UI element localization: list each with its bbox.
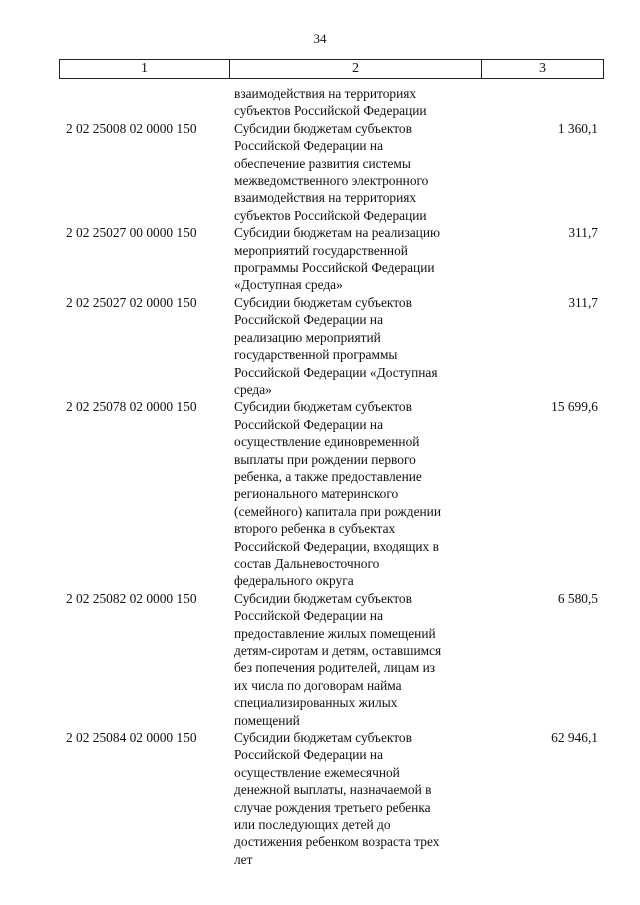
- description-cell: [230, 590, 478, 729]
- description-line: регионального материнского: [234, 486, 399, 502]
- page-number: 34: [313, 31, 327, 46]
- description-line: реализацию мероприятий: [234, 329, 381, 345]
- description-line: взаимодействия на территориях: [234, 86, 417, 101]
- description-line: предоставление жилых помещений: [234, 625, 436, 641]
- description-line: взаимодействия на территориях: [234, 190, 417, 206]
- description-line: или последующих детей до: [234, 817, 391, 833]
- description-line: Российской Федерации «Доступная: [234, 364, 438, 380]
- description-line: Субсидии бюджетам субъектов: [234, 294, 412, 310]
- table-row: [0, 120, 640, 224]
- description-cell: [230, 120, 478, 224]
- table-row: [0, 398, 640, 589]
- description-line: лет: [234, 851, 253, 867]
- header-col-3: 3: [482, 60, 604, 79]
- description-cell: [230, 398, 478, 589]
- header-col-2: 2: [230, 60, 482, 79]
- budget-code: 2 02 25008 02 0000 150: [66, 120, 197, 136]
- description-line: Субсидии бюджетам субъектов: [234, 730, 412, 746]
- description-cell: [230, 294, 478, 398]
- description-line: субъектов Российской Федерации: [234, 103, 427, 119]
- budget-code: 2 02 25027 00 0000 150: [66, 225, 197, 241]
- description-line: выплаты при рождении первого: [234, 451, 416, 467]
- description-line: случае рождения третьего ребенка: [234, 799, 431, 815]
- description-line: состав Дальневосточного: [234, 555, 380, 571]
- budget-code-cell: [0, 120, 230, 224]
- description-line: «Доступная среда»: [234, 277, 343, 293]
- description-line: мероприятий государственной: [234, 242, 408, 258]
- description-line: Субсидии бюджетам на реализацию: [234, 225, 441, 241]
- description-line: федерального округа: [234, 573, 354, 589]
- table-row-continuation: [0, 85, 640, 120]
- table-row: [0, 224, 640, 294]
- description-line: Российской Федерации на: [234, 608, 384, 624]
- budget-code: 2 02 25082 02 0000 150: [66, 590, 197, 606]
- description-line: без попечения родителей, лицам из: [234, 660, 436, 676]
- budget-code-cell: [0, 224, 230, 294]
- description-line: среда»: [234, 381, 272, 397]
- header-col-1: 1: [60, 60, 230, 79]
- table-row: [0, 294, 640, 398]
- description-line: межведомственного электронного: [234, 173, 429, 189]
- description-line: денежной выплаты, назначаемой в: [234, 782, 432, 798]
- description-line: Российской Федерации на: [234, 312, 384, 328]
- budget-code-cell: [0, 398, 230, 589]
- amount-cell: 311,7: [568, 225, 598, 241]
- amount-cell: 15 699,6: [551, 399, 598, 415]
- description-line: достижения ребенком возраста трех: [234, 834, 440, 850]
- description-line: обеспечение развития системы: [234, 155, 411, 171]
- description-cell: [230, 85, 478, 120]
- description-line: Российской Федерации на: [234, 138, 384, 154]
- description-line: осуществление единовременной: [234, 434, 420, 450]
- description-line: второго ребенка в субъектах: [234, 521, 396, 537]
- amount-cell: 311,7: [568, 294, 598, 310]
- description-line: Российской Федерации, входящих в: [234, 538, 439, 554]
- description-line: детям-сиротам и детям, оставшимся: [234, 643, 442, 658]
- description-line: помещений: [234, 712, 300, 728]
- description-line: Российской Федерации на: [234, 416, 384, 432]
- description-line: государственной программы: [234, 347, 398, 363]
- description-cell: [230, 729, 478, 868]
- description-cell: [230, 224, 478, 294]
- budget-code: 2 02 25084 02 0000 150: [66, 730, 197, 746]
- description-line: Субсидии бюджетам субъектов: [234, 120, 412, 136]
- description-line: Субсидии бюджетам субъектов: [234, 399, 412, 415]
- budget-code-cell: [0, 590, 230, 729]
- amount-cell: 6 580,5: [557, 590, 598, 606]
- amount-cell: [478, 85, 598, 120]
- description-line: специализированных жилых: [234, 695, 398, 711]
- description-line: Российской Федерации на: [234, 747, 384, 763]
- table-header: [59, 59, 604, 79]
- budget-code-cell: [0, 85, 230, 120]
- table-row: [0, 590, 640, 729]
- description-line: ребенка, а также предоставление: [234, 468, 422, 484]
- budget-code-cell: [0, 294, 230, 398]
- budget-code: 2 02 25078 02 0000 150: [66, 399, 197, 415]
- description-line: осуществление ежемесячной: [234, 764, 400, 780]
- description-line: программы Российской Федерации: [234, 260, 435, 276]
- amount-cell: 1 360,1: [557, 120, 598, 136]
- description-line: Субсидии бюджетам субъектов: [234, 590, 412, 606]
- budget-code-cell: [0, 729, 230, 868]
- table-body: [0, 85, 640, 868]
- description-line: (семейного) капитала при рождении: [234, 503, 442, 519]
- amount-cell: 62 946,1: [551, 730, 598, 746]
- description-line: их числа по договорам найма: [234, 677, 402, 693]
- description-line: субъектов Российской Федерации: [234, 207, 427, 223]
- table-row: [0, 729, 640, 868]
- budget-code: 2 02 25027 02 0000 150: [66, 294, 197, 310]
